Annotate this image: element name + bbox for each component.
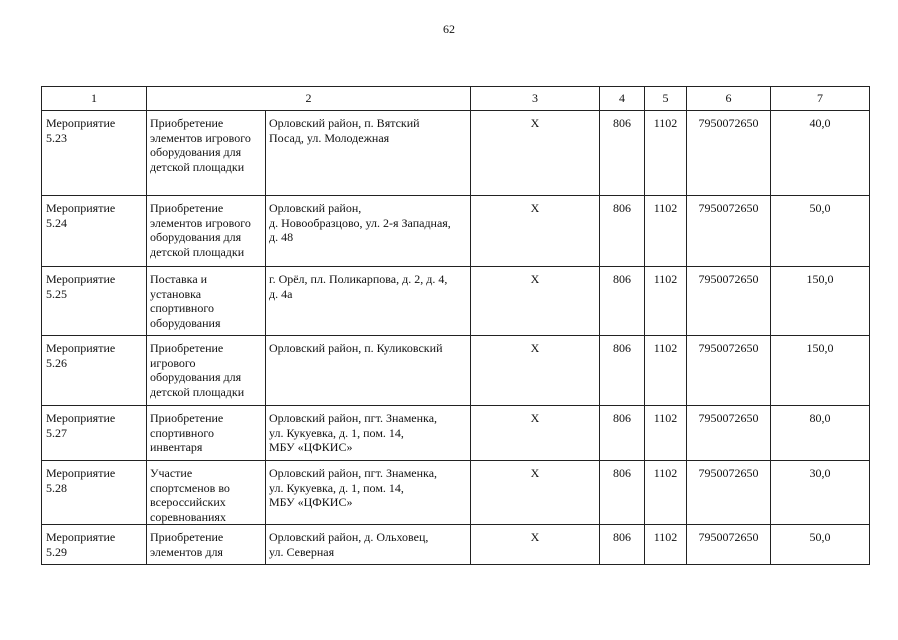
col5-cell: 1102: [645, 461, 687, 525]
amount-cell: 40,0: [771, 111, 870, 196]
header-row: [42, 87, 870, 111]
name-cell: Приобретение элементов игрового оборудования для детской площадки: [147, 196, 266, 267]
table-header: [42, 87, 870, 111]
name-cell: Приобретение элементов для: [147, 525, 266, 565]
name-cell: Приобретение игрового оборудования для детской площадки: [147, 336, 266, 406]
header-col-6: 6: [687, 87, 771, 111]
table-row: [42, 267, 870, 336]
address-cell: Орловский район, пгт. Знаменка, ул. Кукуевка, д. 1, пом. 14, МБУ «ЦФКИС»: [266, 406, 471, 461]
mark-cell: Х: [471, 267, 600, 336]
name-cell: Поставка и установка спортивного оборудования: [147, 267, 266, 336]
col6-cell: 7950072650: [687, 406, 771, 461]
col6-cell: 7950072650: [687, 336, 771, 406]
event-cell: Мероприятие 5.26: [42, 336, 147, 406]
amount-cell: 150,0: [771, 336, 870, 406]
address-cell: Орловский район, д. Ольховец, ул. Северная: [266, 525, 471, 565]
header-col-7: 7: [771, 87, 870, 111]
col6-cell: 7950072650: [687, 461, 771, 525]
table-row: [42, 406, 870, 461]
col4-cell: 806: [600, 525, 645, 565]
table-row: [42, 461, 870, 525]
col4-cell: 806: [600, 196, 645, 267]
event-cell: Мероприятие 5.23: [42, 111, 147, 196]
name-cell: Приобретение элементов игрового оборудования для детской площадки: [147, 111, 266, 196]
mark-cell: Х: [471, 406, 600, 461]
col5-cell: 1102: [645, 336, 687, 406]
mark-cell: Х: [471, 111, 600, 196]
header-col-3: 3: [471, 87, 600, 111]
col4-cell: 806: [600, 336, 645, 406]
event-cell: Мероприятие 5.29: [42, 525, 147, 565]
address-cell: Орловский район, д. Новообразцово, ул. 2-я Западная, д. 48: [266, 196, 471, 267]
name-cell: Участие спортсменов во всероссийских соревнованиях: [147, 461, 266, 525]
name-cell: Приобретение спортивного инвентаря: [147, 406, 266, 461]
amount-cell: 150,0: [771, 267, 870, 336]
col4-cell: 806: [600, 406, 645, 461]
col4-cell: 806: [600, 267, 645, 336]
col5-cell: 1102: [645, 111, 687, 196]
mark-cell: Х: [471, 196, 600, 267]
page-number: 62: [443, 22, 455, 36]
address-cell: Орловский район, п. Куликовский: [266, 336, 471, 406]
col6-cell: 7950072650: [687, 525, 771, 565]
address-cell: Орловский район, пгт. Знаменка, ул. Кукуевка, д. 1, пом. 14, МБУ «ЦФКИС»: [266, 461, 471, 525]
col5-cell: 1102: [645, 525, 687, 565]
event-cell: Мероприятие 5.24: [42, 196, 147, 267]
address-cell: г. Орёл, пл. Поликарпова, д. 2, д. 4, д. 4а: [266, 267, 471, 336]
amount-cell: 50,0: [771, 196, 870, 267]
event-cell: Мероприятие 5.28: [42, 461, 147, 525]
table-body: [42, 111, 870, 565]
col4-cell: 806: [600, 461, 645, 525]
header-col-1: 1: [42, 87, 147, 111]
mark-cell: Х: [471, 461, 600, 525]
table-row: [42, 111, 870, 196]
col6-cell: 7950072650: [687, 267, 771, 336]
header-col-5: 5: [645, 87, 687, 111]
mark-cell: Х: [471, 336, 600, 406]
col4-cell: 806: [600, 111, 645, 196]
col6-cell: 7950072650: [687, 111, 771, 196]
table-row: [42, 196, 870, 267]
col5-cell: 1102: [645, 196, 687, 267]
amount-cell: 50,0: [771, 525, 870, 565]
col5-cell: 1102: [645, 267, 687, 336]
header-col-4: 4: [600, 87, 645, 111]
amount-cell: 30,0: [771, 461, 870, 525]
address-cell: Орловский район, п. Вятский Посад, ул. Молодежная: [266, 111, 471, 196]
event-cell: Мероприятие 5.27: [42, 406, 147, 461]
event-cell: Мероприятие 5.25: [42, 267, 147, 336]
mark-cell: Х: [471, 525, 600, 565]
budget-table: [41, 86, 870, 565]
col6-cell: 7950072650: [687, 196, 771, 267]
col5-cell: 1102: [645, 406, 687, 461]
table-row: [42, 336, 870, 406]
header-col-2: 2: [147, 87, 471, 111]
amount-cell: 80,0: [771, 406, 870, 461]
table-row: [42, 525, 870, 565]
